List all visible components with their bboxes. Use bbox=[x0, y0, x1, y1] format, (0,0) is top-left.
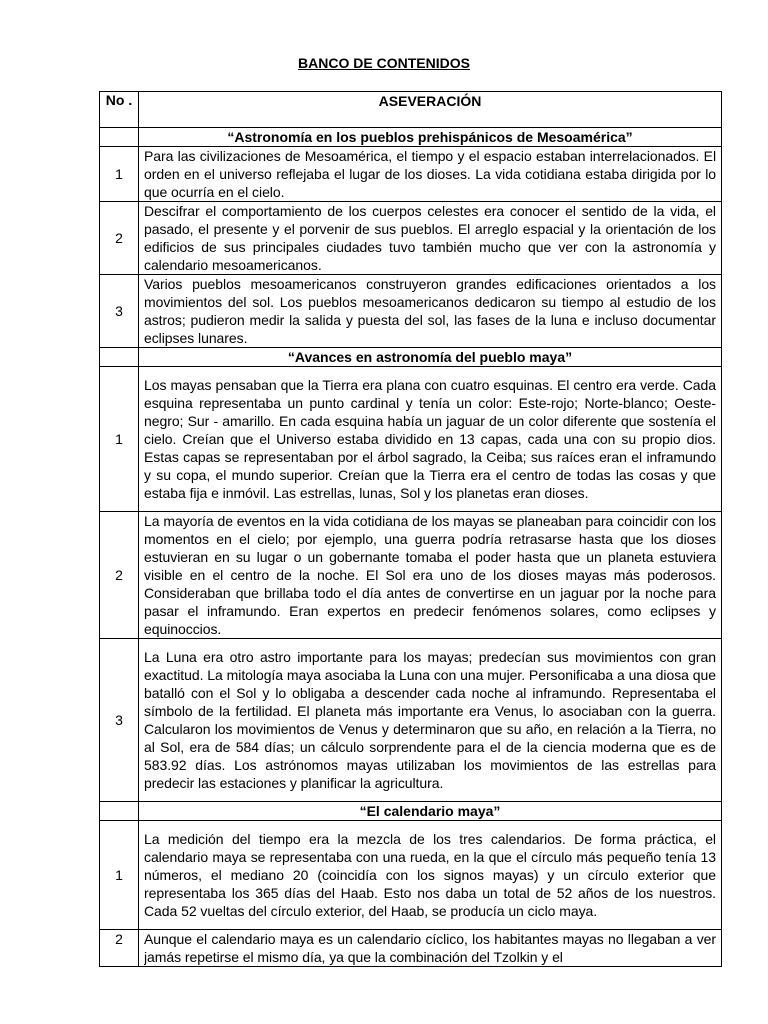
row-number: 3 bbox=[100, 275, 139, 348]
contents-table bbox=[99, 91, 722, 967]
row-text: Para las civilizaciones de Mesoamérica, el tiempo y el espacio estaban interrelacionados. El orden en el universo reflejaba el lugar de los dioses. La vida cotidiana estaba dirigida por lo que ocurría en el cielo. bbox=[139, 147, 722, 202]
table-row bbox=[100, 275, 722, 348]
section-heading-row bbox=[100, 802, 722, 821]
row-text: Aunque el calendario maya es un calendario cíclico, los habitantes mayas no llegaban a ver jamás repetirse el mismo día, ya que la combinación del Tzolkin y el bbox=[144, 931, 716, 965]
row-number: 2 bbox=[100, 202, 139, 275]
table-row bbox=[100, 202, 722, 275]
row-text: Los mayas pensaban que la Tierra era plana con cuatro esquinas. El centro era verde. Cada esquina representaba un punto cardinal y tenía un color: Este-rojo; Norte-blanco; Oeste-negro; Sur - amarillo. En cada esquina había un jaguar de un color diferente que sostenía el cielo. Creían que el Universo estaba dividido en 13 capas, cada una con su propio dios. Estas capas se representaban por el árbol sagrado, la Ceiba; sus raíces eran el inframundo y su copa, el mundo superior. Creían que la Tierra era el centro de todas las cosas y que estaba fija e inmóvil. Las estrellas, lunas, Sol y los planetas eran dioses. bbox=[139, 367, 722, 512]
section-heading: “El calendario maya” bbox=[139, 802, 722, 821]
row-number: 3 bbox=[100, 639, 139, 802]
table-row bbox=[100, 639, 722, 802]
table-row bbox=[100, 147, 722, 202]
row-text: La medición del tiempo era la mezcla de los tres calendarios. De forma práctica, el calendario maya se representaba con una rueda, en la que el círculo más pequeño tenía 13 números, el mediano 20 (coincidía con los signos mayas) y un círculo exterior que representaba los 365 días del Haab. Esto nos daba un total de 52 años de los nuestros. Cada 52 vueltas del círculo exterior, del Haab, se producía un ciclo maya. bbox=[139, 821, 722, 930]
section-heading: “Astronomía en los pueblos prehispánicos de Mesoamérica” bbox=[139, 128, 722, 147]
header-aseveracion: ASEVERACIÓN bbox=[139, 92, 722, 128]
section-heading-row bbox=[100, 348, 722, 367]
page-title: BANCO DE CONTENIDOS bbox=[298, 55, 470, 71]
row-text: Varios pueblos mesoamericanos construyeron grandes edificaciones orientados a los movimientos del sol. Los pueblos mesoamericanos dedicaron su tiempo al estudio de los astros; pudieron medir la salida y puesta del sol, las fases de la luna e incluso documentar eclipses lunares. bbox=[139, 275, 722, 348]
table-header-row bbox=[100, 92, 722, 128]
section-heading-blank bbox=[100, 348, 139, 367]
section-heading: “Avances en astronomía del pueblo maya” bbox=[139, 348, 722, 367]
table-row bbox=[100, 367, 722, 512]
row-number: 2 bbox=[100, 512, 139, 639]
section-heading-row bbox=[100, 128, 722, 147]
table-row bbox=[100, 512, 722, 639]
row-text: Descifrar el comportamiento de los cuerpos celestes era conocer el sentido de la vida, el pasado, el presente y el porvenir de sus pueblos. El arreglo espacial y la orientación de los edificios de sus principales ciudades tuvo también mucho que ver con la astronomía y calendario mesoamericanos. bbox=[139, 202, 722, 275]
row-number: 1 bbox=[100, 367, 139, 512]
row-number: 1 bbox=[100, 147, 139, 202]
row-number: 1 bbox=[100, 821, 139, 930]
row-number: 2 bbox=[100, 930, 139, 967]
row-text: La Luna era otro astro importante para los mayas; predecían sus movimientos con gran exactitud. La mitología maya asociaba la Luna con una mujer. Personificaba a una diosa que batalló con el Sol y lo obligaba a descender cada noche al inframundo. Representaba el símbolo de la fertilidad. El planeta más importante era Venus, lo asociaban con la guerra. Calcularon los movimientos de Venus y determinaron que su año, en relación a la Tierra, no al Sol, era de 584 días; un cálculo sorprendente para el de la ciencia moderna que es de 583.92 días. Los astrónomos mayas utilizaban los movimientos de las estrellas para predecir las estaciones y planificar la agricultura. bbox=[139, 639, 722, 802]
row-text-cell bbox=[139, 930, 722, 967]
section-heading-blank bbox=[100, 802, 139, 821]
section-heading-blank bbox=[100, 128, 139, 147]
table-row bbox=[100, 821, 722, 930]
table-row bbox=[100, 930, 722, 967]
header-no: No . bbox=[100, 92, 139, 128]
row-text: La mayoría de eventos en la vida cotidiana de los mayas se planeaban para coincidir con los momentos en el cielo; por ejemplo, una guerra podría retrasarse hasta que los dioses estuvieran en su lugar o un gobernante tomaba el poder hasta que un planeta estuviera visible en el centro de la noche. El Sol era uno de los dioses mayas más poderosos. Consideraban que brillaba todo el día antes de convertirse en un jaguar por la noche para pasar el inframundo. Eran expertos en predecir fenómenos solares, como eclipses y equinoccios. bbox=[139, 512, 722, 639]
